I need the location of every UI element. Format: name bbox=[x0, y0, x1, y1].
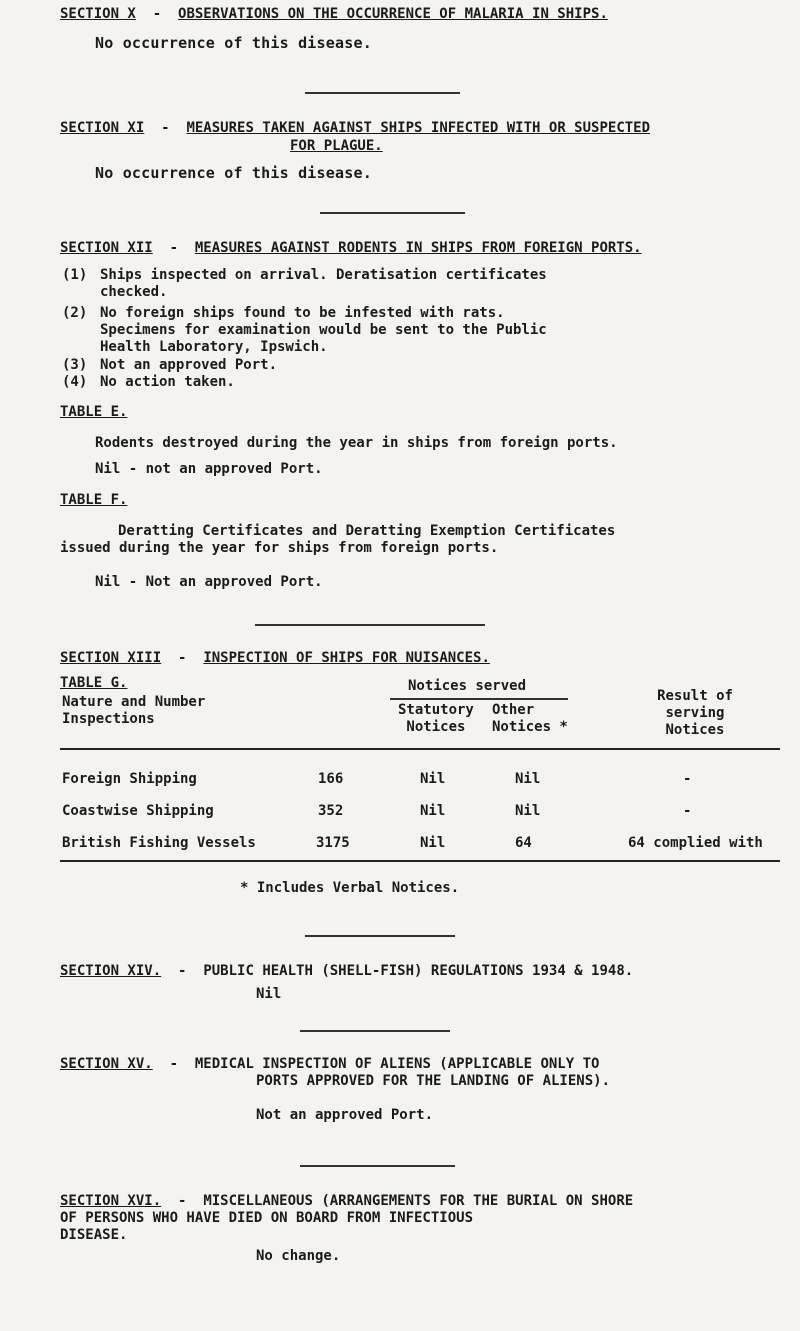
section-12-item-1-text bbox=[100, 267, 547, 301]
row-3-nature: British Fishing Vessels bbox=[62, 835, 256, 851]
section-12-number: SECTION XII bbox=[60, 240, 153, 256]
row-3-other: 64 bbox=[515, 835, 532, 851]
header-nature-line2: Inspections bbox=[62, 711, 155, 727]
section-13-dash: - bbox=[178, 650, 187, 666]
table-f-label: TABLE F. bbox=[60, 492, 128, 508]
section-16-title-line1: MISCELLANEOUS (ARRANGEMENTS FOR THE BURIAL ON SHORE bbox=[203, 1193, 634, 1209]
section-14-number: SECTION XIV. bbox=[60, 963, 162, 979]
item-number: (1) bbox=[62, 267, 88, 283]
header-statutory-line2: Notices bbox=[406, 719, 466, 735]
table-e-label: TABLE E. bbox=[60, 404, 128, 420]
item-line: checked. bbox=[100, 284, 168, 300]
section-16-heading bbox=[60, 1193, 633, 1209]
section-14-dash: - bbox=[178, 963, 187, 979]
row-2-result: - bbox=[683, 803, 692, 819]
section-12-heading bbox=[60, 240, 642, 256]
section-14-body: Nil bbox=[256, 986, 282, 1002]
separator bbox=[305, 92, 460, 94]
item-number: (2) bbox=[62, 305, 88, 321]
section-10-dash: - bbox=[152, 6, 162, 22]
table-g-label: TABLE G. bbox=[60, 675, 128, 691]
section-11-body: No occurrence of this disease. bbox=[95, 164, 372, 182]
table-f-desc-line1: Deratting Certificates and Deratting Exemption Certificates bbox=[118, 523, 616, 539]
section-13-title: INSPECTION OF SHIPS FOR NUISANCES. bbox=[203, 650, 490, 666]
separator bbox=[305, 935, 455, 937]
section-12-item-2-text bbox=[100, 305, 547, 356]
section-12-item-2 bbox=[62, 305, 87, 322]
separator bbox=[255, 624, 485, 626]
header-other-line2: Notices * bbox=[492, 719, 568, 735]
section-10-heading bbox=[60, 6, 608, 22]
header-notices-served: Notices served bbox=[408, 678, 527, 694]
separator bbox=[320, 212, 465, 214]
header-result-line2: serving bbox=[665, 705, 725, 721]
section-12-title: MEASURES AGAINST RODENTS IN SHIPS FROM FOREIGN PORTS. bbox=[194, 240, 642, 256]
row-2-number: 352 bbox=[318, 803, 344, 819]
row-3-result: 64 complied with bbox=[628, 835, 763, 851]
row-1-result: - bbox=[683, 771, 692, 787]
section-12-item-1 bbox=[62, 267, 87, 284]
header-result-line3: Notices bbox=[665, 722, 725, 738]
section-15-body: Not an approved Port. bbox=[256, 1107, 434, 1123]
item-line: Ships inspected on arrival. Deratisation certificates bbox=[100, 267, 547, 283]
table-g-footnote: * Includes Verbal Notices. bbox=[240, 880, 460, 896]
section-11-title-line1: MEASURES TAKEN AGAINST SHIPS INFECTED WITH OR SUSPECTED bbox=[186, 120, 651, 136]
section-13-heading bbox=[60, 650, 490, 666]
item-number: (4) bbox=[62, 374, 88, 390]
section-12-item-4 bbox=[62, 374, 87, 391]
item-line: No foreign ships found to be infested with rats. bbox=[100, 305, 505, 321]
section-13-number: SECTION XIII bbox=[60, 650, 162, 666]
section-12-dash: - bbox=[169, 240, 179, 256]
table-f-value: Nil - Not an approved Port. bbox=[95, 574, 323, 590]
section-14-title: PUBLIC HEALTH (SHELL-FISH) REGULATIONS 1934 & 1948. bbox=[203, 963, 634, 979]
row-3-number: 3175 bbox=[316, 835, 350, 851]
section-16-title-line2: OF PERSONS WHO HAVE DIED ON BOARD FROM INFECTIOUS bbox=[60, 1210, 474, 1226]
row-1-nature: Foreign Shipping bbox=[62, 771, 197, 787]
table-top-rule bbox=[60, 748, 780, 750]
row-2-statutory: Nil bbox=[420, 803, 446, 819]
table-e-value: Nil - not an approved Port. bbox=[95, 461, 323, 477]
section-15-number: SECTION XV. bbox=[60, 1056, 153, 1072]
section-11-title-line2: FOR PLAGUE. bbox=[290, 138, 383, 154]
section-15-dash: - bbox=[169, 1056, 179, 1072]
row-1-statutory: Nil bbox=[420, 771, 446, 787]
header-result bbox=[630, 688, 760, 739]
section-10-number: SECTION X bbox=[60, 6, 136, 22]
section-14-heading bbox=[60, 963, 633, 979]
header-rule bbox=[390, 698, 568, 700]
section-15-heading bbox=[60, 1056, 599, 1072]
table-bottom-rule bbox=[60, 860, 780, 862]
header-statutory-line1: Statutory bbox=[398, 702, 474, 718]
separator bbox=[300, 1165, 455, 1167]
section-11-dash: - bbox=[161, 120, 170, 136]
section-16-dash: - bbox=[178, 1193, 187, 1209]
section-16-body: No change. bbox=[256, 1248, 341, 1264]
separator bbox=[300, 1030, 450, 1032]
section-11-number: SECTION XI bbox=[60, 120, 145, 136]
row-2-nature: Coastwise Shipping bbox=[62, 803, 214, 819]
section-11-heading bbox=[60, 120, 650, 136]
section-15-title-line2: PORTS APPROVED FOR THE LANDING OF ALIENS). bbox=[256, 1073, 611, 1089]
section-16-number: SECTION XVI. bbox=[60, 1193, 162, 1209]
section-12-item-3 bbox=[62, 357, 87, 374]
section-10-title: OBSERVATIONS ON THE OCCURRENCE OF MALARIA IN SHIPS. bbox=[178, 6, 608, 22]
header-result-line1: Result of bbox=[657, 688, 733, 704]
table-e-description: Rodents destroyed during the year in ships from foreign ports. bbox=[95, 435, 618, 451]
header-nature-line1: Nature and Number bbox=[62, 694, 206, 710]
section-10-body: No occurrence of this disease. bbox=[95, 34, 372, 52]
row-1-number: 166 bbox=[318, 771, 344, 787]
header-other bbox=[492, 702, 568, 736]
header-statutory bbox=[398, 702, 474, 736]
header-nature bbox=[62, 694, 205, 728]
row-3-statutory: Nil bbox=[420, 835, 446, 851]
item-line: Specimens for examination would be sent to the Public bbox=[100, 322, 547, 338]
item-number: (3) bbox=[62, 357, 88, 373]
section-15-title-line1: MEDICAL INSPECTION OF ALIENS (APPLICABLE ONLY TO bbox=[194, 1056, 600, 1072]
section-16-title-line3: DISEASE. bbox=[60, 1227, 128, 1243]
section-12-item-3-text: Not an approved Port. bbox=[100, 357, 278, 373]
row-1-other: Nil bbox=[515, 771, 541, 787]
row-2-other: Nil bbox=[515, 803, 541, 819]
item-line: Health Laboratory, Ipswich. bbox=[100, 339, 328, 355]
table-f-desc-line2: issued during the year for ships from foreign ports. bbox=[60, 540, 499, 556]
header-other-line1: Other bbox=[492, 702, 535, 718]
section-12-item-4-text: No action taken. bbox=[100, 374, 235, 390]
table-f-description bbox=[60, 523, 615, 557]
